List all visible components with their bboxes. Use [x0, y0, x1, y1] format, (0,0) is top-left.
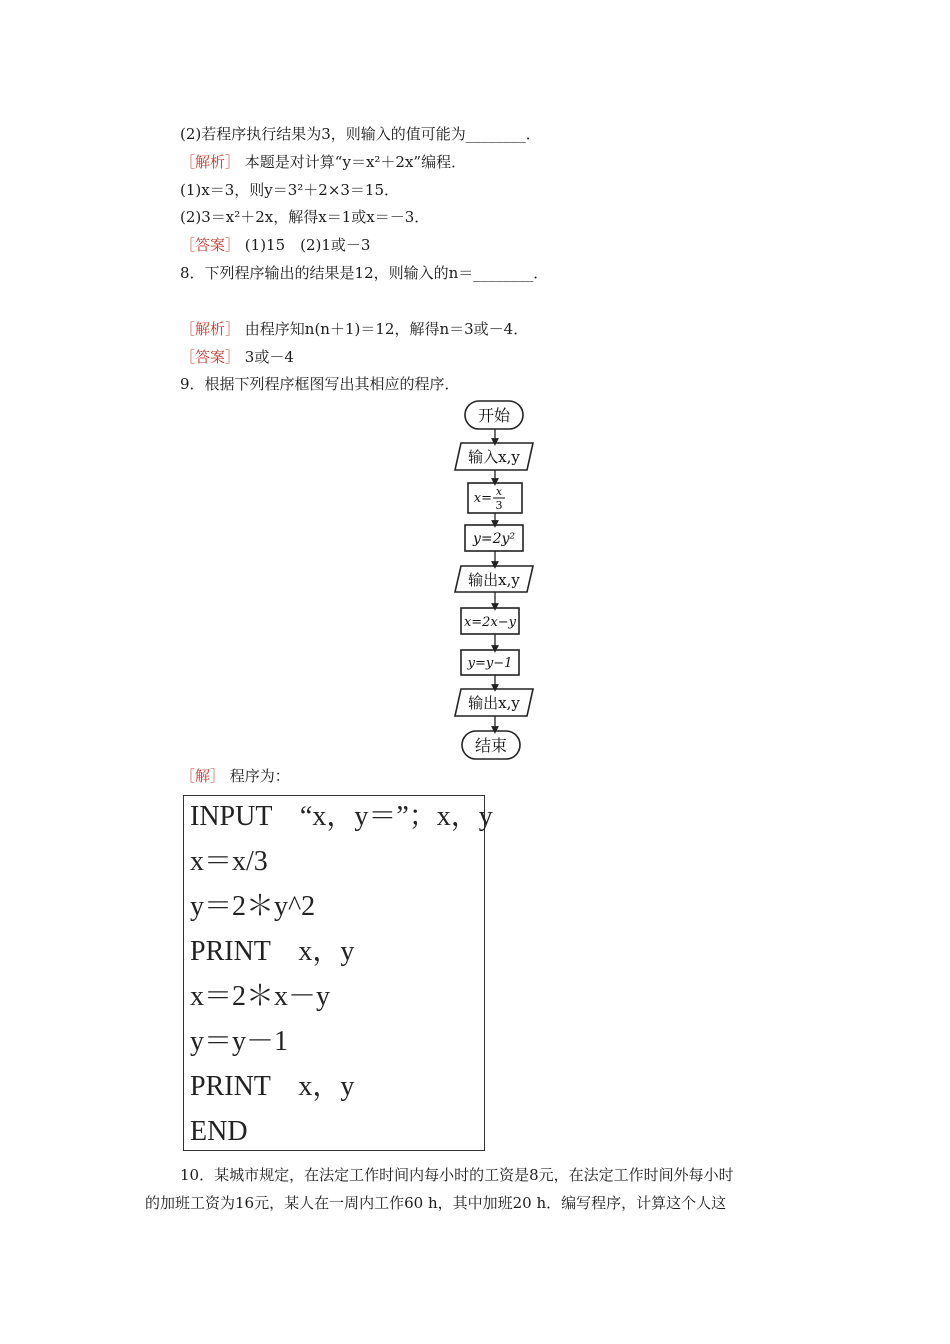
q10-line2: 的加班工资为16元，某人在一周内工作60 h，其中加班20 h．编写程序，计算这个人这: [145, 1194, 727, 1212]
code-line: END: [190, 1116, 248, 1147]
q8-analysis: [180, 319, 528, 339]
q8-answer: [180, 347, 294, 367]
flowchart-svg: [445, 398, 545, 764]
q9-solution: [180, 766, 290, 786]
answer-text: 3或－4: [244, 348, 294, 366]
assign1-numerator: x: [495, 485, 503, 498]
q7-answer: [180, 235, 370, 255]
code-line: x＝2＊x－y: [190, 981, 331, 1012]
code-line: INPUT “x，y＝”；x，y: [190, 801, 493, 832]
flowchart: [445, 398, 545, 764]
analysis-tag: ［解析］: [180, 320, 241, 338]
solution-text: 程序为：: [229, 767, 290, 785]
q8-question: 8．下列程序输出的结果是12，则输入的n＝________．: [180, 264, 549, 282]
solution-tag: ［解］: [180, 767, 226, 785]
q7-part2: (2)若程序执行结果为3，则输入的值可能为________．: [180, 125, 541, 143]
code-line: y＝2＊y^2: [190, 891, 316, 922]
code-line: PRINT x，y: [190, 1071, 355, 1102]
assign2-label: y=2y²: [472, 531, 516, 547]
output1-label: 输出x,y: [468, 571, 520, 589]
analysis-text: 由程序知n(n＋1)＝12，解得n＝3或－4．: [244, 320, 529, 338]
end-label: 结束: [474, 736, 508, 755]
assign4-label: y=y−1: [467, 656, 513, 671]
answer-tag: ［答案］: [180, 348, 241, 366]
answer-tag: ［答案］: [180, 236, 241, 254]
code-line: y＝y－1: [190, 1026, 289, 1057]
code-line: PRINT x，y: [190, 936, 355, 967]
output2-label: 输出x,y: [468, 694, 520, 712]
code-line: x＝x/3: [190, 846, 268, 877]
q7-analysis: [180, 152, 466, 172]
assign1-lhs: x=: [473, 491, 492, 506]
start-label: 开始: [477, 406, 511, 425]
assign3-label: x=2x−y: [463, 615, 517, 630]
analysis-tag: ［解析］: [180, 153, 241, 171]
assign1-denominator: 3: [495, 499, 503, 512]
code-box: [183, 795, 493, 1151]
answer-text: (1)15 (2)1或－3: [244, 236, 371, 254]
q7-step1: (1)x＝3，则y＝3²＋2×3＝15．: [180, 181, 400, 199]
analysis-text: 本题是对计算“y＝x²＋2x”编程．: [244, 153, 467, 171]
q9-question: 9．根据下列程序框图写出其相应的程序．: [180, 375, 460, 393]
input-label: 输入x,y: [468, 448, 520, 466]
q10-line1: 10．某城市规定，在法定工作时间内每小时的工资是8元，在法定工作时间外每小时: [180, 1166, 734, 1184]
q7-step2: (2)3＝x²＋2x，解得x＝1或x＝－3．: [180, 208, 430, 226]
